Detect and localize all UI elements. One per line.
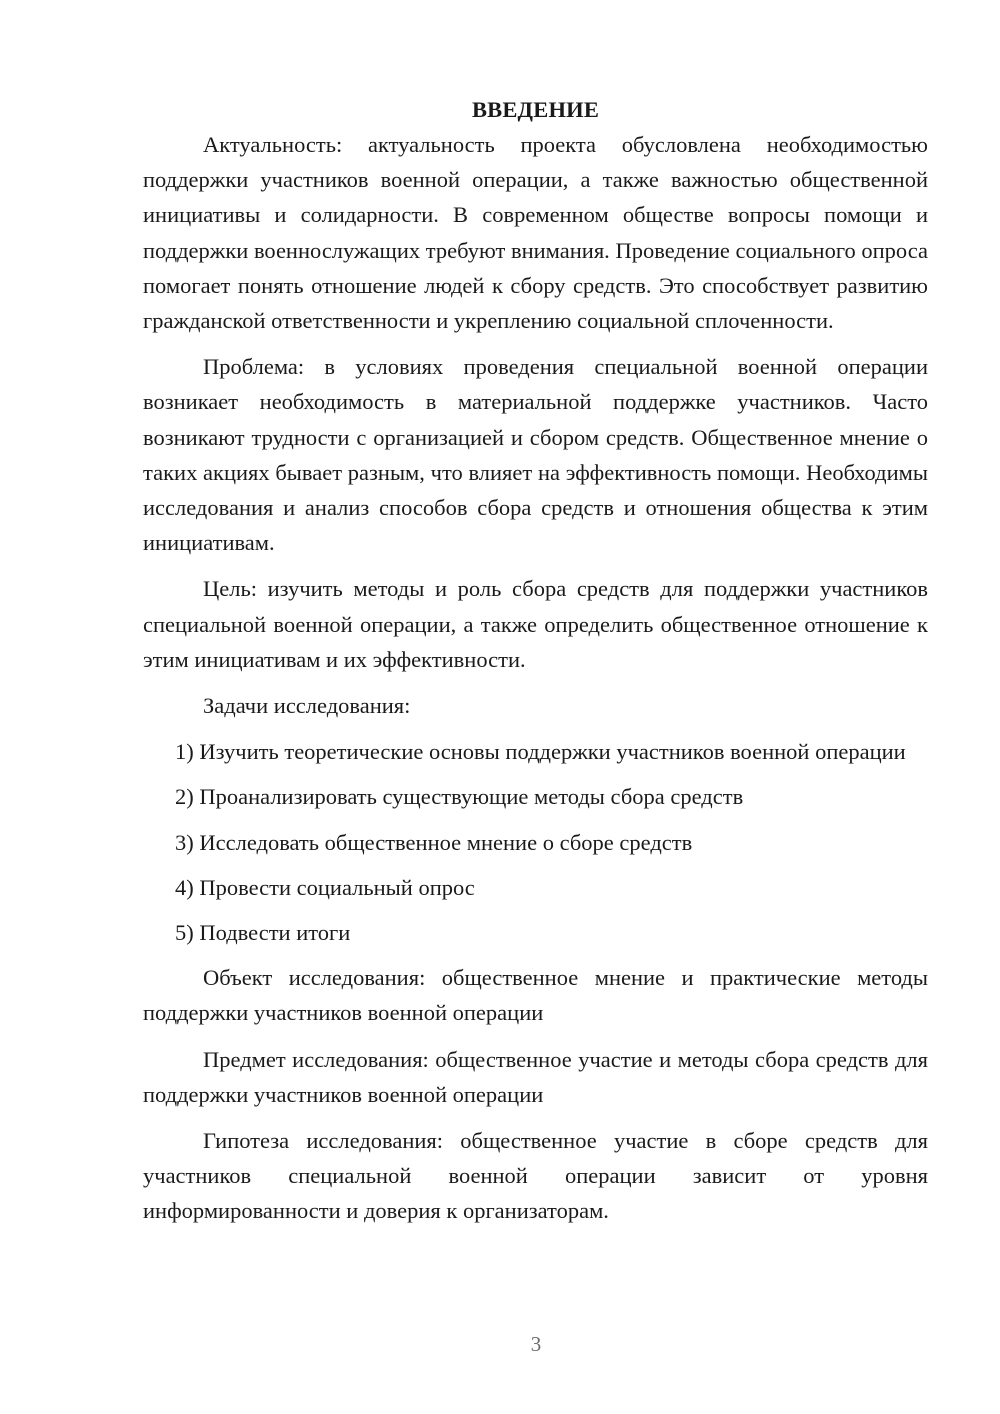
page-title: ВВЕДЕНИЕ [471,97,600,122]
problem-paragraph: Проблема: в условиях проведения специальной военной операции возникает необходимость в материальной поддержке участников. Часто возникают трудности с организацией и сбором средств. Общественное мнение о таких акциях бывает разным, что влияет на эффективность помощи. Необходимы исследования и анализ способов сбора средств и отношения общества к этим инициативам. [143,354,928,556]
hypothesis-paragraph: Гипотеза исследования: общественное участие в сборе средств для участников специальной военной операции зависит от уровня информированности и доверия к организаторам. [143,1128,928,1224]
task-item: 4) Провести социальный опрос [175,874,475,900]
document-page [143,92,928,1240]
task-item: 3) Исследовать общественное мнение о сборе средств [175,829,693,855]
task-item: 2) Проанализировать существующие методы сбора средств [175,784,744,810]
goal-paragraph: Цель: изучить методы и роль сбора средств для поддержки участников специальной военной операции, а также определить общественное отношение к этим инициативам и их эффективности. [143,576,928,672]
subject-paragraph: Предмет исследования: общественное участие и методы сбора средств для поддержки участников военной операции [143,1046,928,1107]
relevance-paragraph: Актуальность: актуальность проекта обусловлена необходимостью поддержки участников военной операции, а также важностью общественной инициативы и солидарности. В современном обществе вопросы помощи и поддержки военнослужащих требуют внимания. Проведение социального опроса помогает понять отношение людей к сбору средств. Это способствует развитию гражданской ответственности и укреплению социальной сплоченности. [143,132,928,334]
task-item: 1) Изучить теоретические основы поддержки участников военной операции [175,739,906,765]
page-number: 3 [530,1332,542,1356]
object-paragraph: Объект исследования: общественное мнение и практические методы поддержки участников военной операции [143,965,928,1026]
task-item: 5) Подвести итоги [175,920,351,946]
tasks-list [143,734,928,950]
tasks-heading: Задачи исследования: [203,693,411,719]
